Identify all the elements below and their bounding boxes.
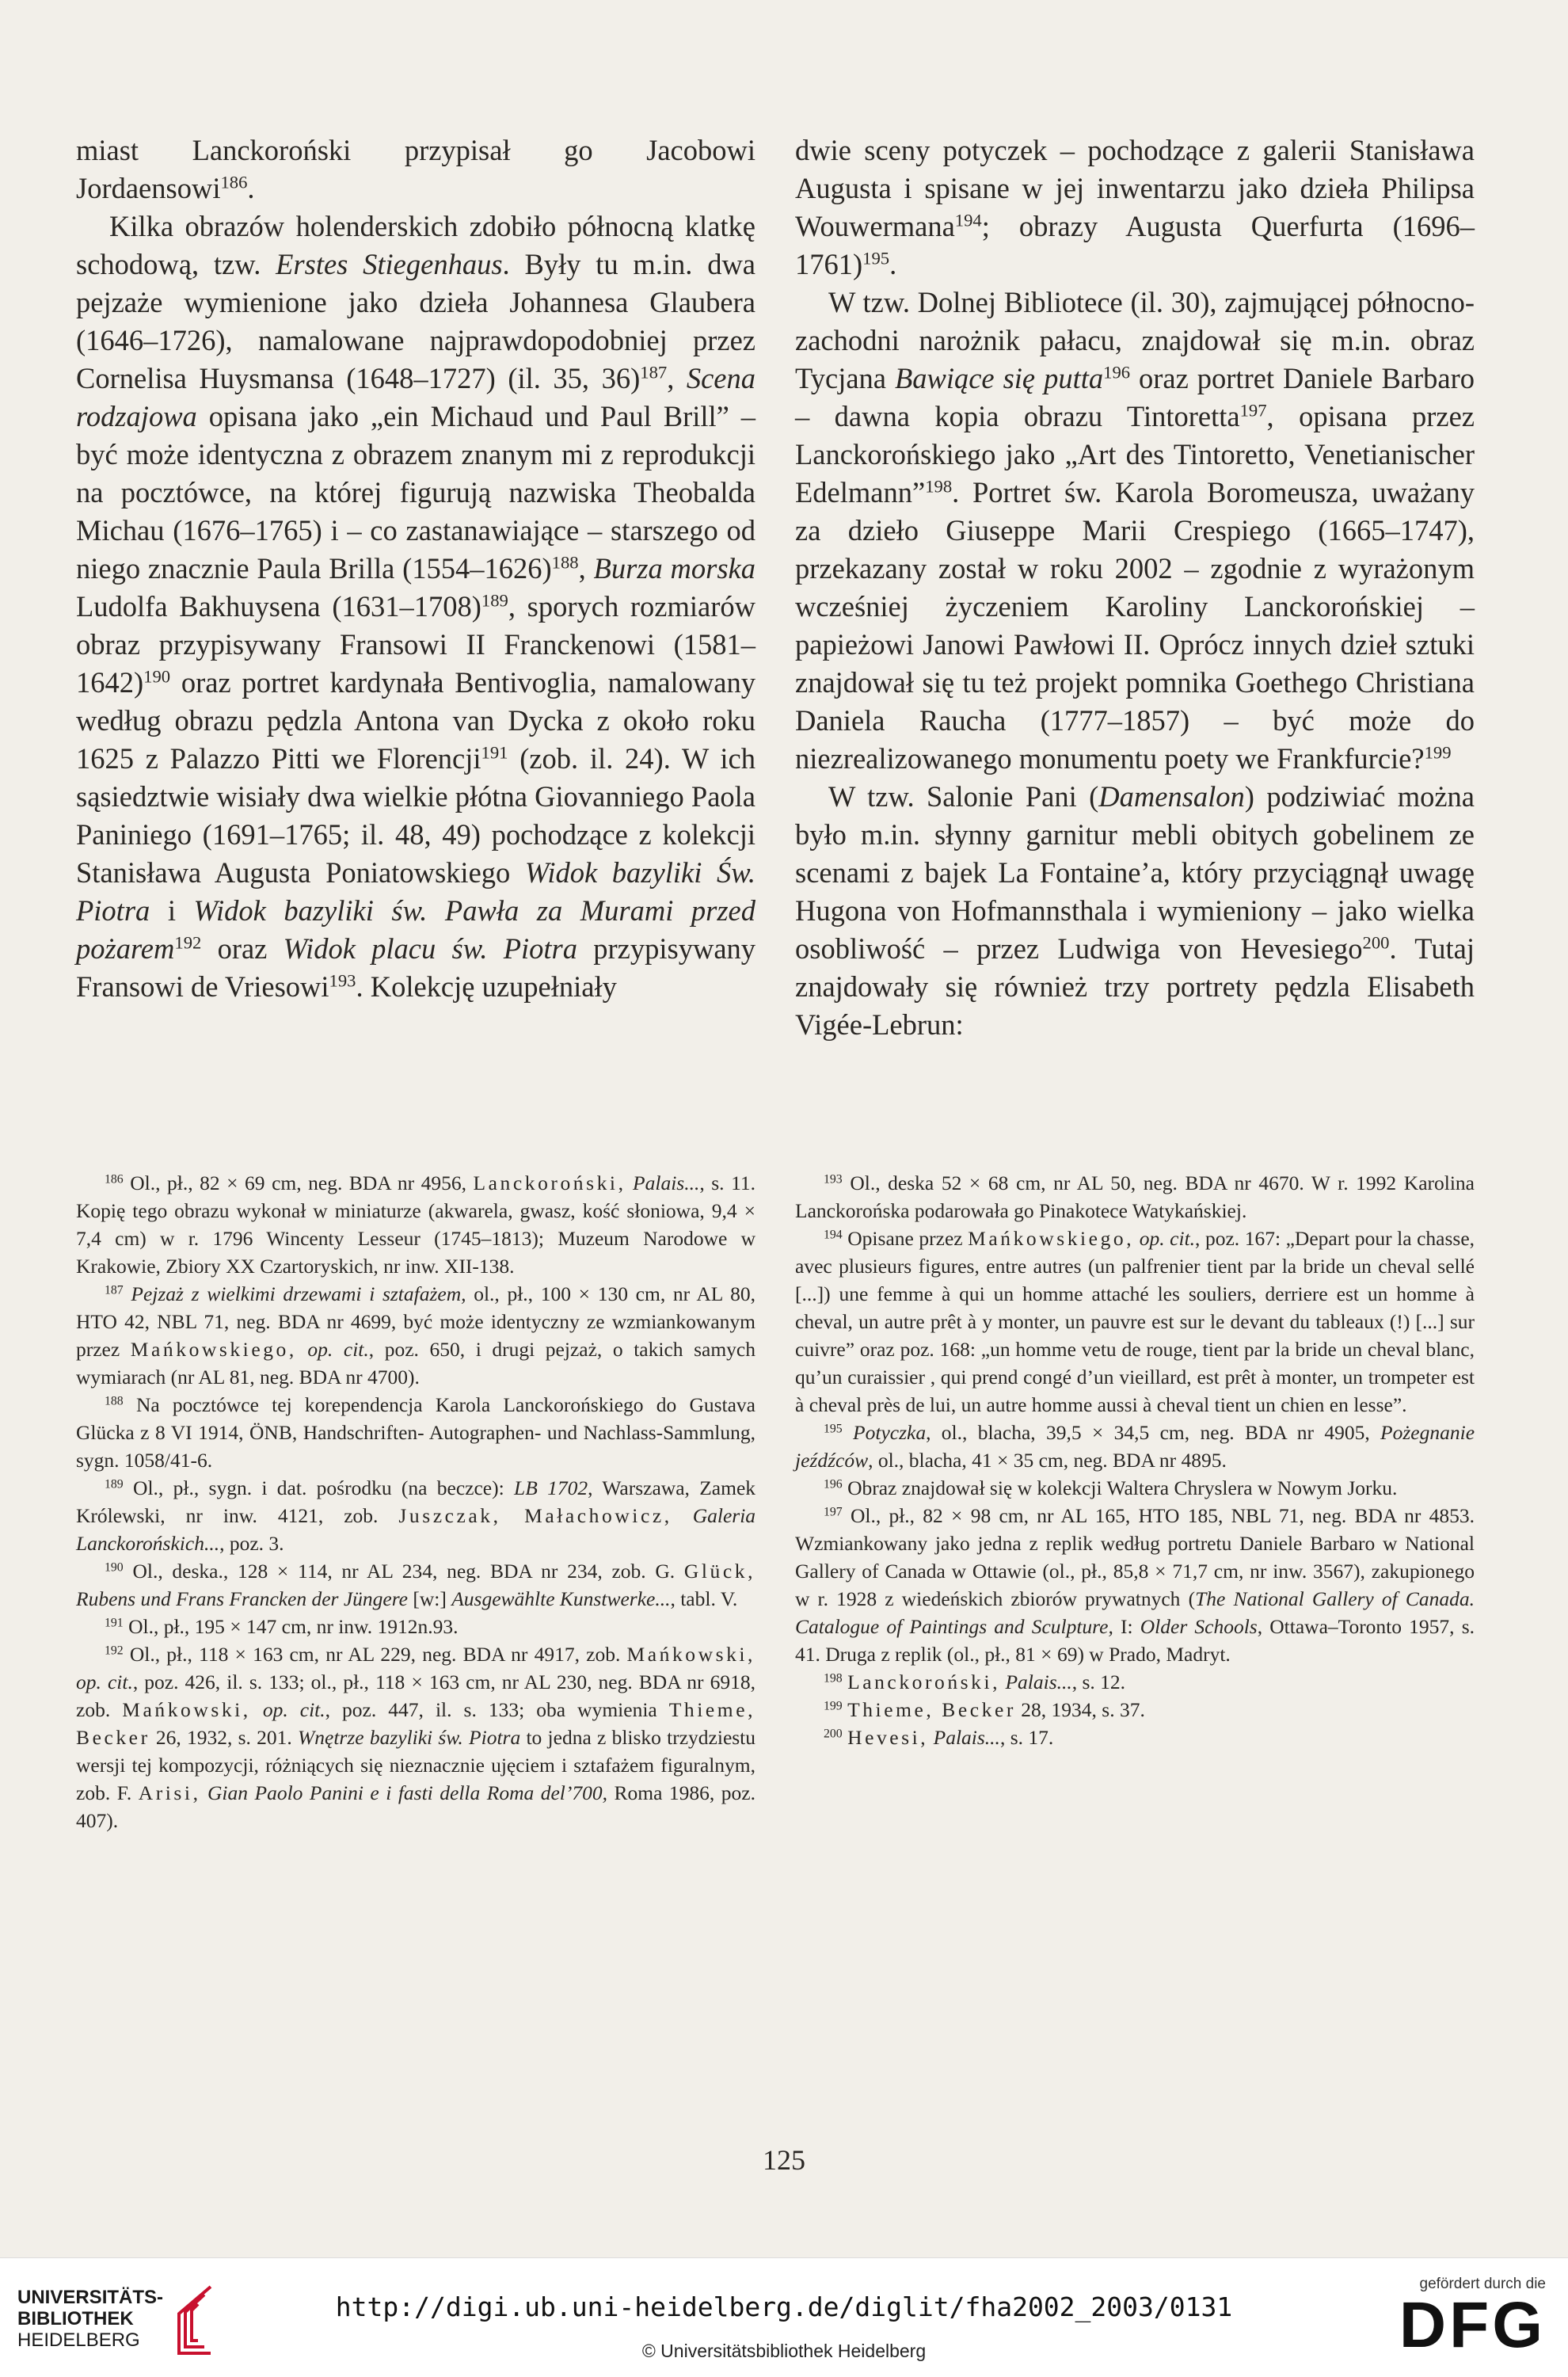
main-text-left-column <box>76 131 755 1006</box>
footnote-ref[interactable]: 199 <box>1424 742 1452 763</box>
paragraph: dwie sceny potyczek – pochodzące z galerii Stanisława Augusta i spisane w jej inwentarzu jako dzieła Philipsa Wouwermana$^{194}$; obrazy Augusta Querfurta (1696–1761)$^{195}$. <box>795 134 1475 280</box>
footnote-191: $^{191}$ Ol., pł., 195 × 147 cm, nr inw. 1912n.93. <box>105 1615 459 1638</box>
permalink-url[interactable]: http://digi.ub.uni-heidelberg.de/diglit/fha2002_2003/0131 <box>335 2291 1233 2322</box>
footnote-ref[interactable]: 186 <box>220 172 248 192</box>
footnote-190: $^{190}$ Ol., deska., 128 × 114, nr AL 234, neg. BDA nr 234, zob. G. Glück, Rubens und Frans Francken der Jüngere [w:] Ausgewählte Kunstwerke..., tabl. V. <box>76 1560 756 1610</box>
footnote-ref[interactable]: 191 <box>481 742 508 763</box>
digitization-footer <box>0 2257 1568 2377</box>
footnote-188: $^{188}$ Na pocztówce tej korependencja Karola Lanckorońskiego do Gustava Glücka z 8 VI 1914, ÖNB, Handschriften- Autographen- und Nachlass-Sammlung, sygn. 1058/41-6. <box>76 1393 755 1472</box>
paragraph: miast Lanckoroński przypisał go Jacobowi Jordaensowi$^{186}$. <box>76 134 755 204</box>
footnote-187: $^{187}$ Pejzaż z wielkimi drzewami i sztafażem, ol., pł., 100 × 130 cm, nr AL 80, HTO 42, NBL 71, neg. BDA nr 4699, być może identyczny ze wzmiankowanym przez Mańkowskiego, op. cit., poz. 650, i drugi pejzaż, o takich samych wymiarach (nr AL 81, neg. BDA nr 4700). <box>76 1282 755 1388</box>
dfg-caption: gefördert durch die <box>1419 2276 1546 2292</box>
footnote-200: $^{200}$ Hevesi, Palais..., s. 17. <box>824 1726 1054 1749</box>
dfg-funding-logo[interactable] <box>1395 2276 1546 2361</box>
footnote-193: $^{193}$ Ol., deska 52 × 68 cm, nr AL 50, neg. BDA nr 4670. W r. 1992 Karolina Lanckorońska podarowała go Pinakotece Watykańskiej. <box>795 1171 1475 1222</box>
footnote-194: $^{194}$ Opisane przez Mańkowskiego, op. cit., poz. 167: „Depart pour la chasse, avec plusieurs figures, entre autres (un palfrenier tient par la bride un cheval sellé [...]) une femme à qui un homme attaché les souliers, derriere est un homme à cheval, un autre prêt à y monter, un pauvre est sur le devant du tableaux (!) [...] sur cuivre” oraz poz. 168: „un homme vetu de rouge, tient par la bride un cheval blanc, qu’un curaissier , qui prend congé d’un vieillard, est prêt à monter, un trompeter est à cheval près de lui, un autre homme aussi à cheval tient un chien en lesse”. <box>795 1227 1475 1416</box>
footnotes-right-column <box>795 1169 1475 1751</box>
footnotes-left-column <box>76 1169 755 1834</box>
footnote-ref[interactable]: 189 <box>481 590 508 611</box>
paragraph: W tzw. Dolnej Bibliotece (il. 30), zajmującej północno-zachodni narożnik pałacu, znajdował się m.in. obraz Tycjana Bawiące się putta$^{196}$ oraz portret Daniele Barbaro – dawna kopia obrazu Tintoretta$^{197}$, opisana przez Lanckorońskiego jako „Art des Tintoretto, Venetianischer Edelmann”$^{198}$. Portret św. Karola Boromeusza, uważany za dzieło Giuseppe Marii Crespiego (1665–1747), przekazany został w roku 2002 – zgodnie z wyrażonym wcześniej życzeniem Karoliny Lanckorońskiej – papieżowi Janowi Pawłowi II. Oprócz innych dzieł sztuki znajdował się tu też projekt pomnika Goethego Christiana Daniela Raucha (1777–1857) – być może do niezrealizowanego monumentu poety we Frankfurcie?$^{199}$ <box>795 286 1475 775</box>
footnote-ref[interactable]: 198 <box>925 476 953 497</box>
footnote-197: $^{197}$ Ol., pł., 82 × 98 cm, nr AL 165, HTO 185, NBL 71, neg. BDA nr 4853. Wzmiankowany jako jedna z replik według portretu Daniele Barbaro w National Gallery of Canada w Ottawie (ol., pł., 85,8 × 71,7 cm, nr inw. 3567), zakupionego w r. 1928 z wiedeńskich zbiorów prywatnych (The National Gallery of Canada. Catalogue of Paintings and Sculpture, I: Older Schools, Ottawa–Toronto 1957, s. 41. Druga z replik (ol., pł., 81 × 69) w Prado, Madryt. <box>795 1504 1475 1666</box>
footnote-ref[interactable]: 200 <box>1362 932 1390 953</box>
dfg-logo-text: DFG <box>1399 2289 1546 2361</box>
footnote-189: $^{189}$ Ol., pł., sygn. i dat. pośrodku (na beczce): LB 1702, Warszawa, Zamek Królewski, nr inw. 4121, zob. Juszczak, Małachowicz, Galeria Lanckorońskich..., poz. 3. <box>76 1476 756 1555</box>
footnote-ref[interactable]: 194 <box>954 210 982 230</box>
footnote-ref[interactable]: 190 <box>143 666 171 687</box>
footnote-ref[interactable]: 193 <box>329 970 356 991</box>
paragraph: W tzw. Salonie Pani (Damensalon) podziwiać można było m.in. słynny garnitur mebli obitych gobelinem ze scenami z bajek La Fontaine’a, który przyciągnął uwagę Hugona von Hofmannsthala i wymieniony – jako wielka osobliwość – przez Ludwiga von Hevesiego$^{200}$. Tutaj znajdowały się również trzy portrety pędzla Elisabeth Vigée-Lebrun: <box>795 780 1475 1041</box>
footnote-186: $^{186}$ Ol., pł., 82 × 69 cm, neg. BDA nr 4956, Lanckoroński, Palais..., s. 11. Kopię tego obrazu wykonał w miniaturze (akwarela, gwasz, kość słoniowa, 9,4 × 7,4 cm) w r. 1796 Wincenty Lesseur (1745–1813); Muzeum Narodowe w Krakowie, Zbiory XX Czartoryskich, nr inw. XII-138. <box>76 1171 756 1278</box>
footnote-ref[interactable]: 188 <box>551 552 579 573</box>
footnote-ref[interactable]: 197 <box>1239 400 1267 421</box>
footnote-ref[interactable]: 192 <box>174 932 202 953</box>
main-text-right-column <box>795 131 1475 1044</box>
university-library-name: UNIVERSITÄTS- BIBLIOTHEK HEIDELBERG <box>17 2287 164 2351</box>
footnote-ref[interactable]: 196 <box>1103 362 1131 383</box>
footnote-ref[interactable]: 187 <box>640 362 668 383</box>
footnote-199: $^{199}$ Thieme, Becker 28, 1934, s. 37. <box>824 1698 1145 1721</box>
footnote-192: $^{192}$ Ol., pł., 118 × 163 cm, nr AL 229, neg. BDA nr 4917, zob. Mańkowski, op. cit., poz. 426, il. s. 133; ol., pł., 118 × 163 cm, nr AL 230, neg. BDA nr 6918, zob. Mańkowski, op. cit., poz. 447, il. s. 133; oba wymienia Thieme, Becker 26, 1932, s. 201. Wnętrze bazyliki św. Piotra to jedna z blisko trzydziestu wersji tej kompozycji, różniących się nieznacznie ujęciem i sztafażem figuralnym, zob. F. Arisi, Gian Paolo Panini e i fasti della Roma del’700, Roma 1986, poz. 407). <box>76 1643 756 1832</box>
page-number: 125 <box>763 2144 805 2176</box>
footnote-195: $^{195}$ Potyczka, ol., blacha, 39,5 × 34,5 cm, neg. BDA nr 4905, Pożegnanie jeźdźców, ol., blacha, 41 × 35 cm, neg. BDA nr 4895. <box>795 1421 1475 1472</box>
footnote-ref[interactable]: 195 <box>862 248 890 269</box>
footnote-196: $^{196}$ Obraz znajdował się w kolekcji Waltera Chryslera w Nowym Jorku. <box>824 1476 1398 1499</box>
copyright-notice: © Universitätsbibliothek Heidelberg <box>641 2341 927 2361</box>
footnote-198: $^{198}$ Lanckoroński, Palais..., s. 12. <box>824 1670 1126 1693</box>
paragraph: Kilka obrazów holenderskich zdobiło północną klatkę schodową, tzw. Erstes Stiegenhaus. Były tu m.in. dwa pejzaże wymienione jako dzieła Johannesa Glaubera (1646–1726), namalowane najprawdopodobniej przez Cornelisa Huysmansa (1648–1727) (il. 35, 36)$^{187}$, Scena rodzajowa opisana jako „ein Michaud und Paul Brill” – być może identyczna z obrazem znanym mi z reprodukcji na pocztówce, na której figurują nazwiska Theobalda Michau (1676–1765) i – co zastanawiające – starszego od niego znacznie Paula Brilla (1554–1626)$^{188}$, Burza morska Ludolfa Bakhuysena (1631–1708)$^{189}$, sporych rozmiarów obraz przypisywany Fransowi II Franckenowi (1581–1642)$^{190}$ oraz portret kardynała Bentivoglia, namalowany według obrazu pędzla Antona van Dycka z około roku 1625 z Palazzo Pitti we Florencji$^{191}$ (zob. il. 24). W ich sąsiedztwie wisiały dwa wielkie płótna Giovanniego Paola Paniniego (1691–1765; il. 48, 49) pochodzące z kolekcji Stanisława Augusta Poniatowskiego Widok bazyliki Św. Piotra i Widok bazyliki św. Pawła za Murami przed pożarem$^{192}$ oraz Widok placu św. Piotra przypisywany Fransowi de Vriesowi$^{193}$. Kolekcję uzupełniały <box>76 210 756 1003</box>
